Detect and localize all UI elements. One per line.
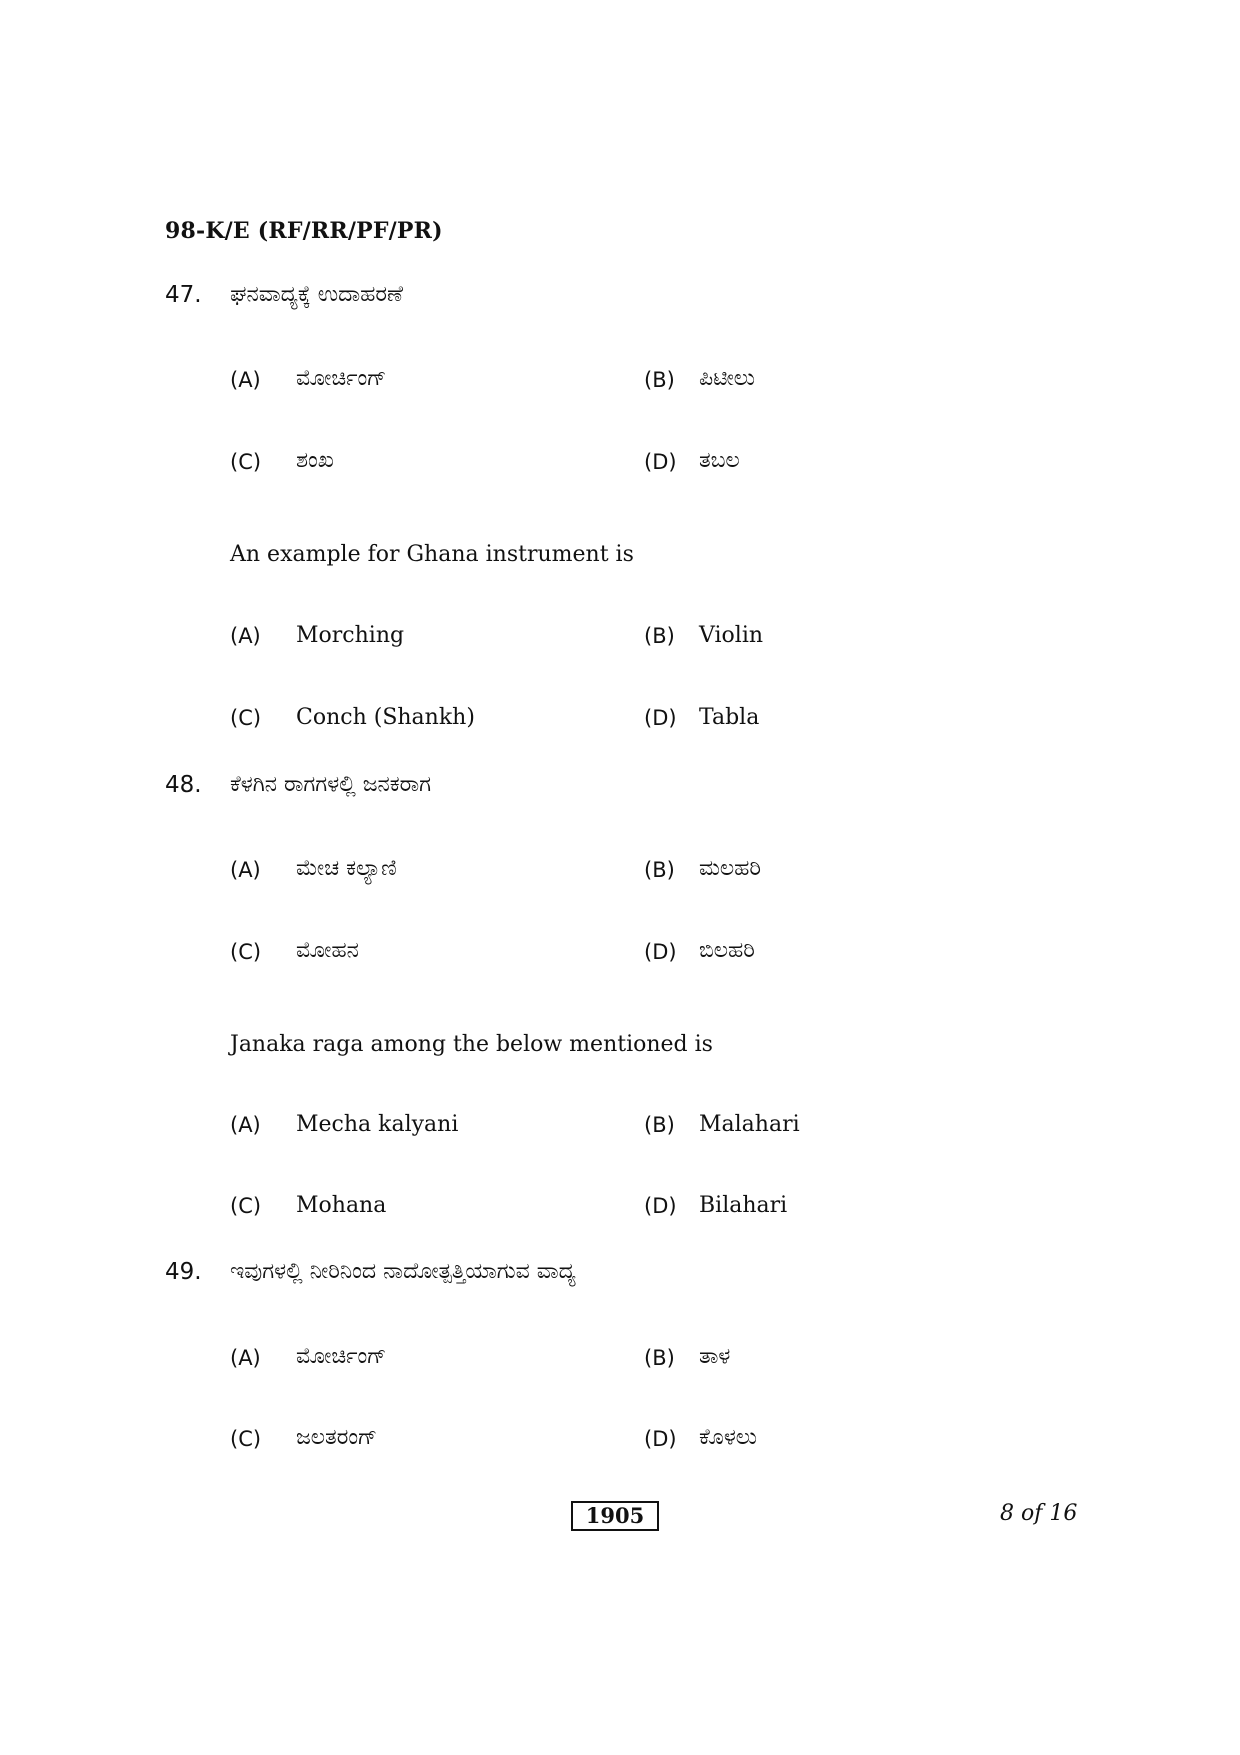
q48-kn-option-a-text: ಮೇಚ ಕಲ್ಯಾಣಿ (296, 856, 397, 881)
q49-kn-option-b-label: (B) (644, 1346, 675, 1370)
q49-kn-option-a-label: (A) (230, 1346, 261, 1370)
q49-kn-option-b-text: ತಾಳ (699, 1344, 731, 1369)
q47-kn-option-c-label: (C) (230, 450, 262, 474)
footer-page-indicator: 8 of 16 (1000, 1501, 1078, 1526)
q49-kn-option-c-text: ಜಲತರಂಗ್ (296, 1425, 378, 1450)
question-49-number: 49. (165, 1259, 202, 1285)
question-49-kannada-stem: ಇವುಗಳಲ್ಲಿ ನೀರಿನಿಂದ ನಾದೋತ್ಪತ್ತಿಯಾಗುವ ವಾದ್ಯ (230, 1259, 576, 1284)
q47-en-option-d-label: (D) (644, 706, 677, 730)
q47-en-option-d-text: Tabla (699, 705, 760, 730)
q48-kn-option-b-label: (B) (644, 858, 675, 882)
q47-en-option-b-text: Violin (699, 623, 764, 648)
q49-kn-option-a-text: ಮೋರ್ಚಿಂಗ್ (296, 1344, 387, 1369)
footer-booklet-code: 1905 (571, 1501, 659, 1531)
question-48-english-stem: Janaka raga among the below mentioned is (230, 1032, 713, 1057)
q48-en-option-a-text: Mecha kalyani (296, 1112, 459, 1137)
q48-en-option-b-label: (B) (644, 1113, 675, 1137)
question-48-number: 48. (165, 772, 202, 798)
question-47-kannada-stem: ಘನವಾದ್ಯಕ್ಕೆ ಉದಾಹರಣೆ (230, 282, 404, 307)
question-48-kannada-stem: ಕೆಳಗಿನ ರಾಗಗಳಲ್ಲಿ ಜನಕರಾಗ (230, 772, 431, 797)
q48-en-option-c-text: Mohana (296, 1193, 387, 1218)
q47-en-option-a-label: (A) (230, 624, 261, 648)
q49-kn-option-c-label: (C) (230, 1427, 262, 1451)
question-47-number: 47. (165, 282, 202, 308)
q48-kn-option-b-text: ಮಲಹರಿ (699, 856, 762, 881)
q47-kn-option-b-text: ಪಿಟೀಲು (699, 366, 756, 391)
q48-kn-option-d-text: ಬಿಲಹರಿ (699, 938, 755, 963)
q47-kn-option-b-label: (B) (644, 368, 675, 392)
q48-en-option-d-text: Bilahari (699, 1193, 788, 1218)
question-47-english-stem: An example for Ghana instrument is (230, 542, 634, 567)
q48-en-option-a-label: (A) (230, 1113, 261, 1137)
q47-kn-option-d-label: (D) (644, 450, 677, 474)
q48-kn-option-c-label: (C) (230, 940, 262, 964)
q47-en-option-c-text: Conch (Shankh) (296, 705, 475, 730)
q48-en-option-b-text: Malahari (699, 1112, 800, 1137)
q47-kn-option-d-text: ತಬಲ (699, 448, 740, 473)
q47-en-option-b-label: (B) (644, 624, 675, 648)
q47-kn-option-a-label: (A) (230, 368, 261, 392)
q48-en-option-c-label: (C) (230, 1194, 262, 1218)
q49-kn-option-d-label: (D) (644, 1427, 677, 1451)
q48-kn-option-c-text: ಮೋಹನ (296, 938, 359, 963)
q47-en-option-c-label: (C) (230, 706, 262, 730)
q47-kn-option-c-text: ಶಂಖ (296, 448, 334, 473)
paper-code-header: 98-K/E (RF/RR/PF/PR) (165, 218, 443, 244)
q49-kn-option-d-text: ಕೊಳಲು (699, 1425, 758, 1450)
q48-en-option-d-label: (D) (644, 1194, 677, 1218)
q47-kn-option-a-text: ಮೋರ್ಚಿಂಗ್ (296, 366, 387, 391)
q48-kn-option-a-label: (A) (230, 858, 261, 882)
q47-en-option-a-text: Morching (296, 623, 405, 648)
q48-kn-option-d-label: (D) (644, 940, 677, 964)
